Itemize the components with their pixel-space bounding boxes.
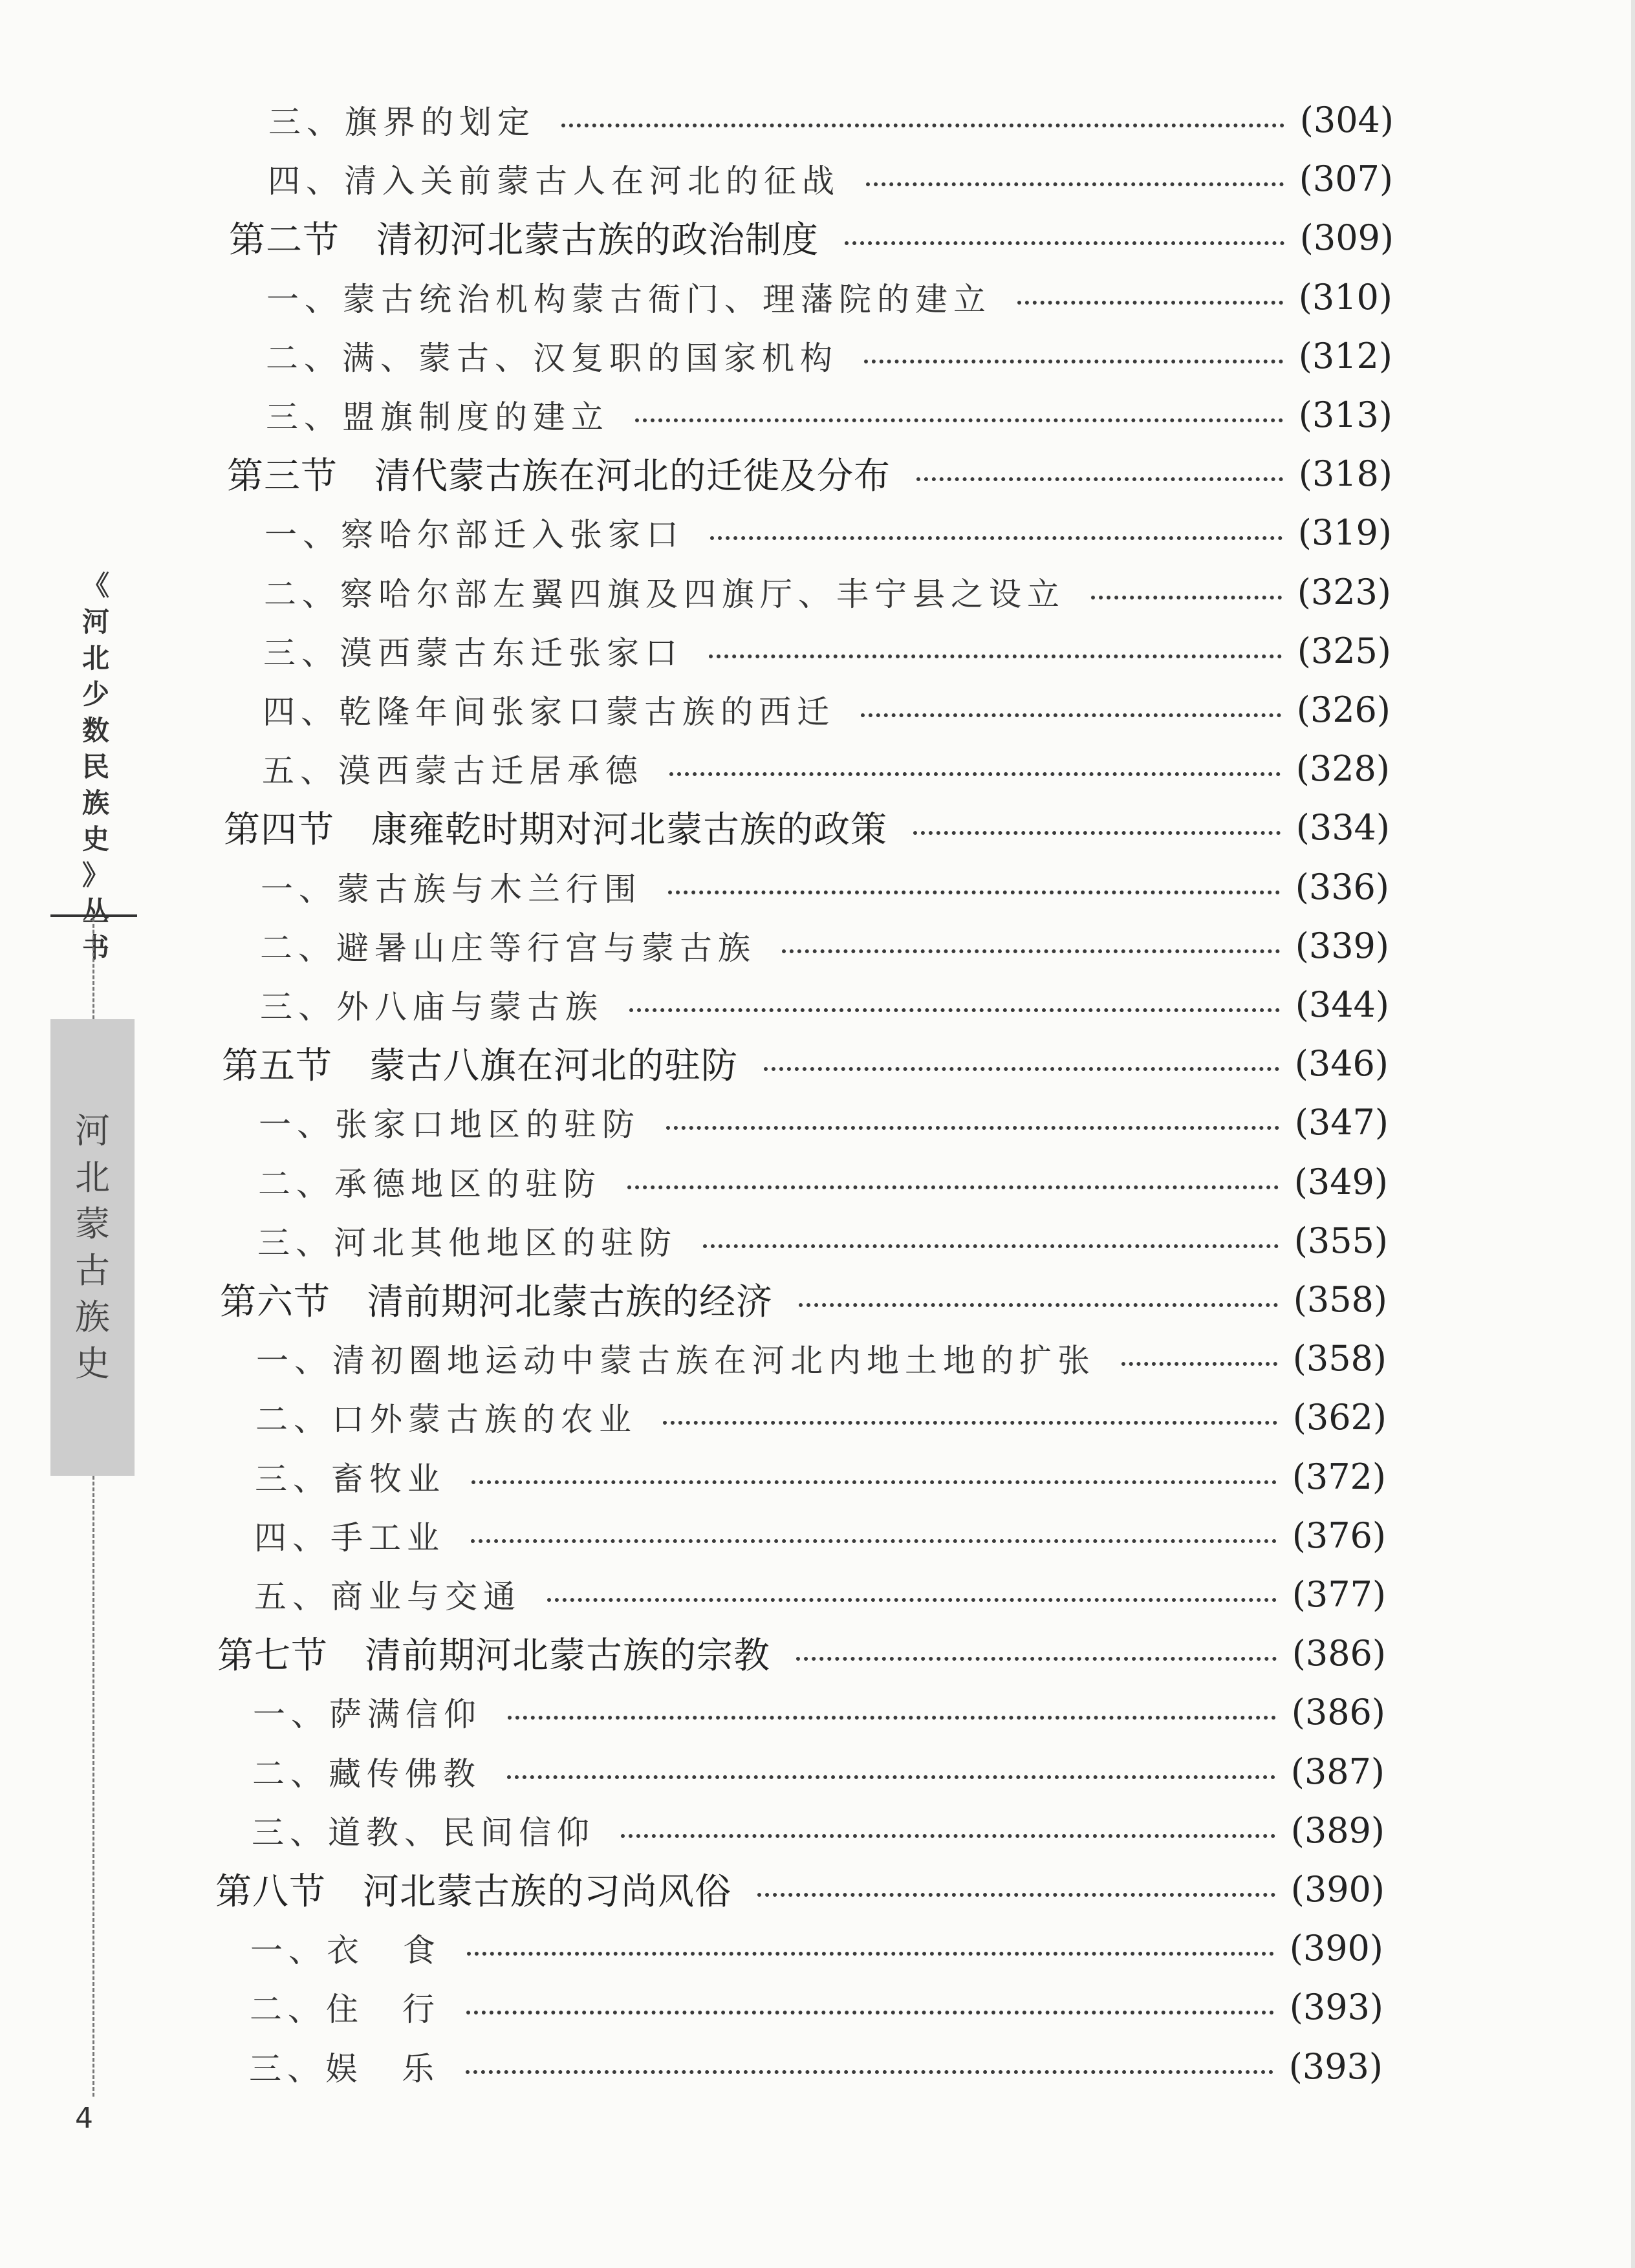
toc-page-number: (376) bbox=[1292, 1515, 1386, 1556]
toc-item-row bbox=[266, 330, 1392, 382]
toc-page-number: (372) bbox=[1292, 1456, 1386, 1497]
toc-item-row bbox=[268, 153, 1393, 204]
toc-item-row bbox=[266, 389, 1392, 440]
toc-page-number: (304) bbox=[1299, 99, 1394, 140]
toc-item-row bbox=[261, 861, 1389, 913]
toc-leader-dots bbox=[635, 418, 1283, 422]
toc-title: 三、外八庙与蒙古族 bbox=[260, 988, 603, 1026]
series-title-char: 族 bbox=[81, 787, 109, 819]
toc-page-number: (358) bbox=[1293, 1279, 1387, 1320]
toc-leader-dots bbox=[471, 1480, 1277, 1484]
toc-item-row bbox=[255, 1451, 1386, 1502]
toc-item-row bbox=[262, 742, 1390, 794]
toc-leader-dots bbox=[866, 182, 1284, 186]
toc-page-number: (386) bbox=[1292, 1632, 1386, 1674]
series-title bbox=[76, 568, 115, 966]
toc-leader-dots bbox=[466, 2011, 1274, 2014]
toc-page-number: (362) bbox=[1292, 1396, 1387, 1438]
toc-item-row bbox=[258, 1156, 1388, 1207]
toc-item-row bbox=[266, 271, 1392, 323]
toc-title: 二、住 行 bbox=[250, 1991, 440, 2028]
toc-item-row bbox=[263, 684, 1391, 735]
toc-item-row bbox=[265, 506, 1392, 558]
toc-title: 一、清初圈地运动中蒙古族在河北内地土地的扩张 bbox=[256, 1342, 1096, 1379]
toc-page-number: (390) bbox=[1289, 1927, 1383, 1969]
toc-leader-dots bbox=[508, 1716, 1276, 1720]
toc-leader-dots bbox=[668, 891, 1280, 894]
toc-title: 三、道教、民间信仰 bbox=[252, 1814, 595, 1852]
toc-page-number: (312) bbox=[1298, 335, 1392, 376]
book-title-char: 古 bbox=[75, 1250, 110, 1291]
toc-title: 四、乾隆年间张家口蒙古族的西迁 bbox=[263, 693, 835, 731]
toc-page-number: (393) bbox=[1289, 1986, 1383, 2027]
toc-page-number: (319) bbox=[1297, 512, 1392, 553]
toc-leader-dots bbox=[709, 654, 1282, 658]
toc-title: 二、藏传佛教 bbox=[252, 1755, 481, 1793]
book-title-char: 河 bbox=[75, 1110, 110, 1151]
series-title-char: 《 bbox=[81, 570, 109, 601]
toc-leader-dots bbox=[629, 1008, 1280, 1012]
toc-leader-dots bbox=[1017, 301, 1283, 305]
toc-section-row bbox=[217, 1627, 1386, 1679]
toc-leader-dots bbox=[864, 360, 1283, 363]
toc-section-row bbox=[227, 448, 1392, 499]
toc-title: 一、萨满信仰 bbox=[253, 1696, 482, 1733]
toc-item-row bbox=[255, 1391, 1387, 1443]
toc-title: 第五节 蒙古八旗在河北的驻防 bbox=[222, 1045, 738, 1087]
toc-section-row bbox=[220, 1273, 1387, 1325]
toc-title: 一、张家口地区的驻防 bbox=[259, 1106, 640, 1143]
toc-page-number: (326) bbox=[1296, 689, 1391, 730]
toc-title: 二、避暑山庄等行宫与蒙古族 bbox=[260, 929, 756, 967]
toc-leader-dots bbox=[561, 124, 1284, 127]
toc-leader-dots bbox=[703, 1244, 1279, 1248]
toc-item-row bbox=[259, 1096, 1389, 1148]
toc-leader-dots bbox=[666, 1126, 1279, 1130]
toc-title: 三、娱 乐 bbox=[249, 2050, 440, 2088]
toc-title: 第七节 清前期河北蒙古族的宗教 bbox=[217, 1635, 770, 1677]
dashed-rule-top bbox=[92, 918, 94, 1019]
toc-leader-dots bbox=[467, 1952, 1274, 1956]
toc-leader-dots bbox=[507, 1775, 1275, 1779]
toc-page-number: (325) bbox=[1297, 630, 1391, 671]
toc-page-number: (355) bbox=[1294, 1220, 1388, 1261]
toc-title: 二、满、蒙古、汉复职的国家机构 bbox=[266, 340, 838, 377]
toc-title: 第四节 康雍乾时期对河北蒙古族的政策 bbox=[224, 809, 887, 851]
toc-leader-dots bbox=[782, 949, 1280, 953]
toc-title: 三、旗界的划定 bbox=[268, 103, 536, 141]
toc-title: 二、察哈尔部左翼四旗及四旗厅、丰宁县之设立 bbox=[264, 576, 1065, 613]
toc-item-row bbox=[260, 978, 1389, 1030]
toc-leader-dots bbox=[627, 1185, 1279, 1189]
toc-title: 三、畜牧业 bbox=[255, 1460, 446, 1498]
toc-title: 一、察哈尔部迁入张家口 bbox=[265, 516, 684, 554]
toc-leader-dots bbox=[757, 1893, 1275, 1897]
toc-item-row bbox=[250, 1981, 1383, 2033]
toc-leader-dots bbox=[663, 1421, 1277, 1425]
toc-title: 一、蒙古统治机构蒙古衙门、理藩院的建立 bbox=[266, 281, 991, 318]
series-title-char: 河 bbox=[81, 606, 109, 638]
toc-page-number: (313) bbox=[1298, 394, 1392, 435]
toc-item-row bbox=[268, 94, 1394, 146]
toc-page-number: (310) bbox=[1298, 276, 1392, 318]
toc-title: 四、清入关前蒙古人在河北的征战 bbox=[268, 162, 840, 200]
toc-section-row bbox=[222, 1037, 1389, 1089]
toc-leader-dots bbox=[471, 1539, 1277, 1543]
book-title-char: 北 bbox=[75, 1157, 110, 1198]
toc-title: 五、商业与交通 bbox=[254, 1578, 521, 1615]
toc-leader-dots bbox=[799, 1303, 1278, 1307]
toc-title: 一、蒙古族与木兰行围 bbox=[261, 870, 642, 908]
toc-page-number: (334) bbox=[1295, 806, 1390, 848]
toc-item-row bbox=[254, 1509, 1386, 1561]
toc-page-number: (358) bbox=[1292, 1337, 1387, 1379]
toc-item-row bbox=[263, 625, 1391, 676]
toc-page-number: (344) bbox=[1295, 984, 1389, 1025]
toc-section-row bbox=[229, 211, 1394, 263]
series-title-char: 少 bbox=[81, 678, 109, 710]
book-title bbox=[75, 1108, 110, 1387]
toc-page-number: (393) bbox=[1288, 2046, 1383, 2087]
toc-page-number: (386) bbox=[1291, 1691, 1385, 1733]
toc-item-row bbox=[256, 1332, 1387, 1384]
toc-leader-dots bbox=[764, 1067, 1279, 1071]
toc-page-number: (307) bbox=[1299, 158, 1393, 199]
toc-title: 二、口外蒙古族的农业 bbox=[255, 1401, 637, 1438]
series-title-char: 北 bbox=[81, 642, 109, 674]
book-title-char: 蒙 bbox=[75, 1204, 110, 1244]
toc-leader-dots bbox=[466, 2070, 1273, 2074]
toc-title: 三、漠西蒙古东迁张家口 bbox=[263, 634, 683, 672]
toc-page-number: (349) bbox=[1294, 1161, 1388, 1202]
book-title-char: 史 bbox=[75, 1343, 110, 1384]
toc-leader-dots bbox=[913, 831, 1281, 835]
toc-leader-dots bbox=[669, 772, 1281, 776]
toc-item-row bbox=[252, 1745, 1385, 1797]
toc-leader-dots bbox=[1121, 1362, 1277, 1366]
toc-page-number: (390) bbox=[1290, 1868, 1385, 1910]
toc-page-number: (346) bbox=[1294, 1042, 1389, 1084]
toc-page-number: (377) bbox=[1292, 1573, 1386, 1615]
toc-section-row bbox=[224, 801, 1390, 853]
toc-page-number: (309) bbox=[1299, 217, 1394, 258]
toc-leader-dots bbox=[710, 536, 1283, 540]
toc-leader-dots bbox=[547, 1598, 1277, 1602]
toc-leader-dots bbox=[621, 1834, 1275, 1838]
book-title-box bbox=[50, 1019, 135, 1476]
toc-title: 第六节 清前期河北蒙古族的经济 bbox=[220, 1281, 773, 1323]
toc-item-row bbox=[254, 1568, 1386, 1620]
toc-page-number: (323) bbox=[1297, 571, 1391, 612]
toc-item-row bbox=[264, 566, 1391, 618]
toc-leader-dots bbox=[916, 477, 1283, 481]
toc-leader-dots bbox=[796, 1657, 1277, 1661]
toc-item-row bbox=[252, 1804, 1385, 1856]
series-rule bbox=[50, 914, 137, 917]
toc-title: 三、盟旗制度的建立 bbox=[266, 398, 609, 436]
toc-title: 一、衣 食 bbox=[250, 1932, 441, 1969]
toc-title: 第二节 清初河北蒙古族的政治制度 bbox=[229, 219, 819, 261]
toc-item-row bbox=[249, 2040, 1383, 2092]
series-title-char: 数 bbox=[81, 715, 109, 746]
toc-title: 三、河北其他地区的驻防 bbox=[257, 1224, 677, 1262]
toc-page-number: (328) bbox=[1295, 748, 1390, 789]
toc-page-number: (318) bbox=[1298, 453, 1392, 494]
toc-item-row bbox=[250, 1922, 1383, 1974]
toc-section-row bbox=[215, 1863, 1385, 1915]
series-title-char: 民 bbox=[81, 751, 109, 783]
toc-item-row bbox=[260, 920, 1389, 971]
toc-page-number: (387) bbox=[1290, 1751, 1385, 1792]
toc-page-number: (336) bbox=[1295, 866, 1389, 907]
series-title-char: 》 bbox=[81, 859, 109, 891]
toc-leader-dots bbox=[1091, 596, 1282, 599]
toc-item-row bbox=[257, 1215, 1388, 1266]
series-title-char: 史 bbox=[81, 823, 109, 855]
toc-leader-dots bbox=[845, 241, 1284, 245]
book-title-char: 族 bbox=[75, 1297, 110, 1337]
toc-title: 五、漠西蒙古迁居承德 bbox=[262, 752, 644, 790]
toc-title: 第三节 清代蒙古族在河北的迁徙及分布 bbox=[227, 455, 891, 497]
toc-page-number: (339) bbox=[1295, 925, 1389, 966]
series-title-char: 丛 bbox=[81, 896, 109, 927]
toc-leader-dots bbox=[861, 713, 1281, 717]
page-number: 4 bbox=[75, 2102, 93, 2135]
series-title-char: 书 bbox=[81, 932, 109, 964]
dashed-rule-bottom bbox=[92, 1476, 94, 2097]
toc-item-row bbox=[253, 1686, 1385, 1738]
toc-title: 四、手工业 bbox=[254, 1519, 445, 1557]
toc-page-number: (347) bbox=[1294, 1101, 1389, 1143]
toc-title: 第八节 河北蒙古族的习尚风俗 bbox=[215, 1871, 731, 1913]
toc-page-number: (389) bbox=[1290, 1809, 1385, 1851]
toc-title: 二、承德地区的驻防 bbox=[258, 1165, 601, 1203]
